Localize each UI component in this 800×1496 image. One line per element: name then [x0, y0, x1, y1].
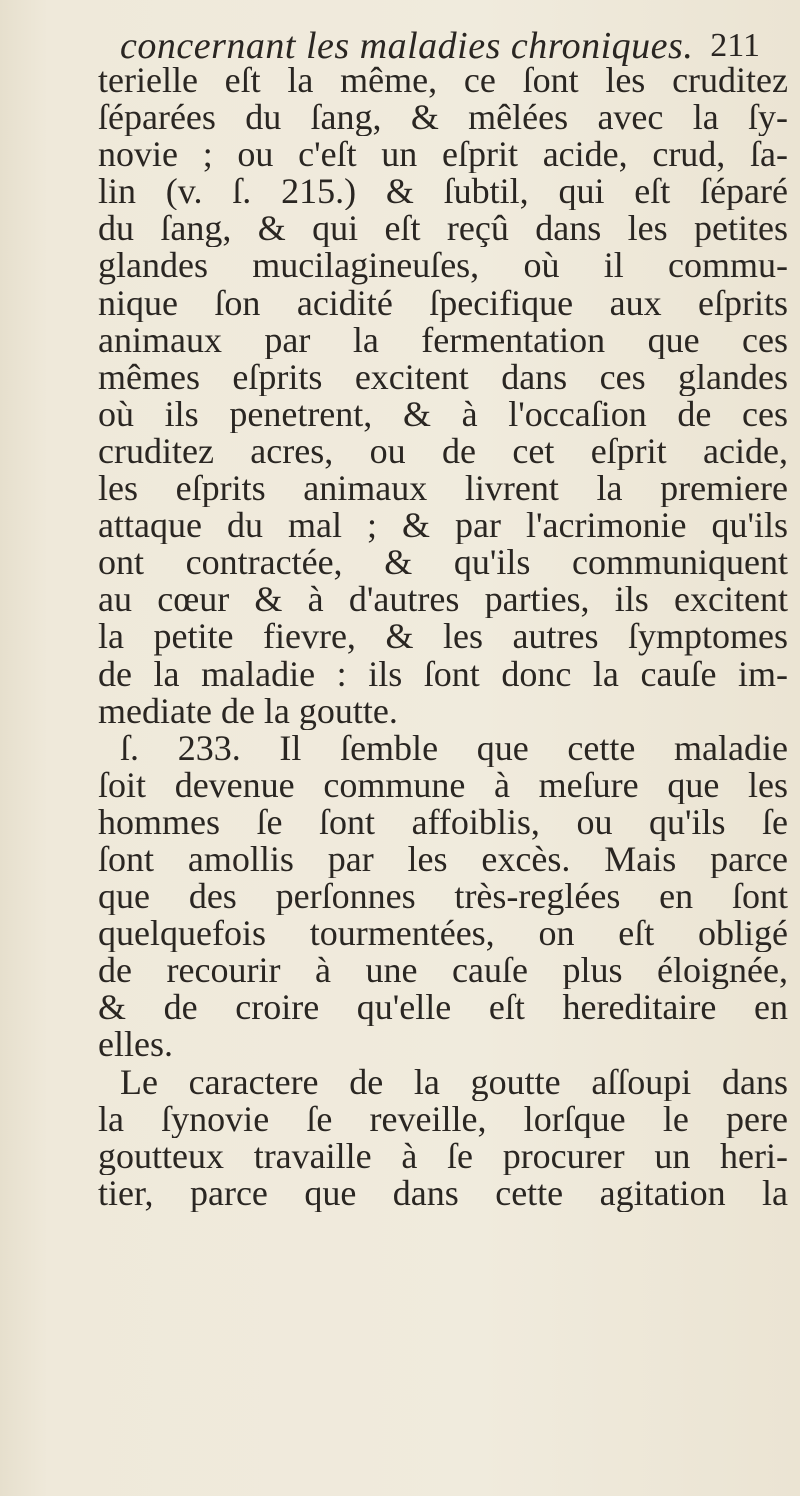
- text-line: où ils penetrent, & à l'occaſion de ces: [98, 395, 788, 433]
- text-line: ſoit devenue commune à meſure que les: [98, 766, 788, 804]
- text-line: terielle eſt la même, ce ſont les cruditez: [98, 62, 788, 100]
- text-line: & de croire qu'elle eſt hereditaire en: [98, 989, 788, 1027]
- text-line: ſont amollis par les excès. Mais parce: [98, 840, 788, 879]
- text-line: au cœur & à d'autres parties, ils excitent: [98, 581, 788, 619]
- page-number: 211: [710, 27, 760, 64]
- text-line: nique ſon acidité ſpecifique aux eſprits: [98, 284, 788, 322]
- text-line: de la maladie : ils ſont donc la cauſe im-: [98, 655, 788, 693]
- text-line: cruditez acres, ou de cet eſprit acide,: [98, 432, 788, 471]
- text-line: la petite fievre, & les autres ſymptomes: [98, 618, 788, 656]
- text-line: glandes mucilagineuſes, où il commu-: [98, 247, 788, 285]
- text-line: attaque du mal ; & par l'acrimonie qu'ils: [98, 507, 788, 545]
- text-line: mediate de la goutte.: [98, 692, 398, 730]
- text-line: Le caractere de la goutte aſſoupi dans: [120, 1063, 788, 1101]
- text-line: tier, parce que dans cette agitation la: [98, 1174, 788, 1212]
- running-title: concernant les maladies chroniques.: [120, 25, 694, 67]
- text-line: hommes ſe ſont affoiblis, ou qu'ils ſe: [98, 803, 788, 841]
- text-line: lin (v. ſ. 215.) & ſubtil, qui eſt ſéparé: [98, 173, 788, 211]
- text-body: [98, 62, 788, 1212]
- text-line: la ſynovie ſe reveille, lorſque le pere: [98, 1100, 788, 1138]
- text-line: goutteux travaille à ſe procurer un heri-: [98, 1137, 788, 1175]
- text-line: que des perſonnes très-reglées en ſont: [98, 878, 788, 916]
- text-line: les eſprits animaux livrent la premiere: [98, 470, 788, 508]
- text-line: ſéparées du ſang, & mêlées avec la ſy-: [98, 99, 788, 137]
- text-line: novie ; ou c'eſt un eſprit acide, crud, ſa-: [98, 136, 788, 174]
- text-line: elles.: [98, 1026, 173, 1064]
- text-line: quelquefois tourmentées, on eſt obligé: [98, 915, 788, 953]
- text-line: animaux par la fermentation que ces: [98, 321, 788, 359]
- text-line: de recourir à une cauſe plus éloignée,: [98, 952, 788, 990]
- text-line: du ſang, & qui eſt reçû dans les petites: [98, 210, 788, 248]
- text-line: ſ. 233. Il ſemble que cette maladie: [120, 729, 788, 767]
- text-line: mêmes eſprits excitent dans ces glandes: [98, 358, 788, 396]
- text-line: ont contractée, & qu'ils communiquent: [98, 544, 788, 582]
